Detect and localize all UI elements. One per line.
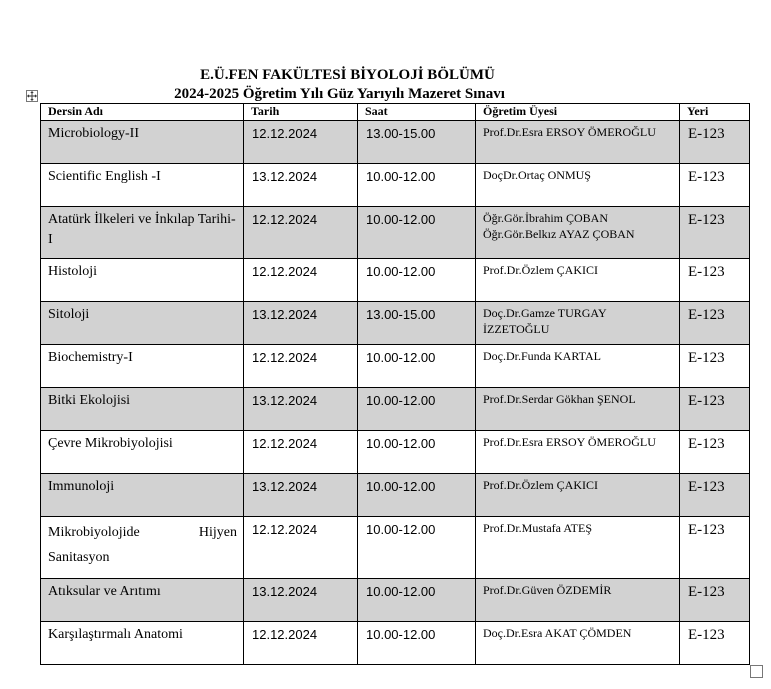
course-name-cell: Microbiology-II xyxy=(41,121,244,164)
exam-time-cell: 10.00-12.00 xyxy=(358,259,476,302)
exam-room-cell: E-123 xyxy=(680,474,750,517)
exam-date-cell: 13.12.2024 xyxy=(244,164,358,207)
table-header-row xyxy=(41,104,750,121)
exam-date-cell: 13.12.2024 xyxy=(244,302,358,345)
exam-time-cell: 10.00-12.00 xyxy=(358,579,476,622)
course-name-cell: Bitki Ekolojisi xyxy=(41,388,244,431)
course-name-cell: Sitoloji xyxy=(41,302,244,345)
exam-room-cell: E-123 xyxy=(680,121,750,164)
table-row xyxy=(41,207,750,259)
exam-date-cell: 12.12.2024 xyxy=(244,207,358,259)
instructor-name: Prof.Dr.Esra ERSOY ÖMEROĞLU xyxy=(483,435,656,449)
course-name-cell: Mikrobiyolojide Hijyen Sanitasyon xyxy=(41,517,244,579)
document-subtitle: 2024-2025 Öğretim Yılı Güz Yarıyılı Mazeret Sınavı xyxy=(174,86,505,102)
exam-room-cell: E-123 xyxy=(680,345,750,388)
exam-date-cell: 12.12.2024 xyxy=(244,622,358,665)
instructor-name: Prof.Dr.Serdar Gökhan ŞENOL xyxy=(483,392,636,406)
course-name-cell: Atatürk İlkeleri ve İnkılap Tarihi-I xyxy=(41,207,244,259)
table-row xyxy=(41,622,750,665)
instructor-cell xyxy=(476,345,680,388)
instructor-cell xyxy=(476,388,680,431)
exam-room-cell: E-123 xyxy=(680,388,750,431)
course-name-cell: Atıksular ve Arıtımı xyxy=(41,579,244,622)
exam-date-cell: 13.12.2024 xyxy=(244,579,358,622)
table-resize-handle-icon[interactable] xyxy=(750,665,763,678)
table-row xyxy=(41,388,750,431)
exam-date-cell: 12.12.2024 xyxy=(244,259,358,302)
table-row xyxy=(41,474,750,517)
course-name-cell: Scientific English -I xyxy=(41,164,244,207)
column-header-instructor: Öğretim Üyesi xyxy=(476,104,680,121)
table-row xyxy=(41,164,750,207)
column-header-course: Dersin Adı xyxy=(41,104,244,121)
instructor-name: Öğr.Gör.İbrahim ÇOBAN xyxy=(483,211,608,225)
instructor-cell xyxy=(476,164,680,207)
exam-time-cell: 10.00-12.00 xyxy=(358,622,476,665)
instructor-name: Prof.Dr.Özlem ÇAKICI xyxy=(483,263,598,277)
exam-date-cell: 12.12.2024 xyxy=(244,431,358,474)
instructor-cell xyxy=(476,622,680,665)
course-name-cell: Immunoloji xyxy=(41,474,244,517)
table-row xyxy=(41,431,750,474)
table-move-handle-icon[interactable] xyxy=(26,90,38,102)
exam-room-cell: E-123 xyxy=(680,431,750,474)
exam-room-cell: E-123 xyxy=(680,579,750,622)
column-header-date: Tarih xyxy=(244,104,358,121)
instructor-name: Prof.Dr.Özlem ÇAKICI xyxy=(483,478,598,492)
course-name-cell: Histoloji xyxy=(41,259,244,302)
table-row xyxy=(41,517,750,579)
instructor-name: İZZETOĞLU xyxy=(483,322,550,336)
exam-time-cell: 10.00-12.00 xyxy=(358,207,476,259)
instructor-name: Doç.Dr.Esra AKAT ÇÖMDEN xyxy=(483,626,632,640)
exam-date-cell: 12.12.2024 xyxy=(244,517,358,579)
instructor-cell xyxy=(476,259,680,302)
exam-room-cell: E-123 xyxy=(680,259,750,302)
instructor-name: Prof.Dr.Güven ÖZDEMİR xyxy=(483,583,612,597)
exam-room-cell: E-123 xyxy=(680,622,750,665)
instructor-name: Prof.Dr.Esra ERSOY ÖMEROĞLU xyxy=(483,125,656,139)
exam-time-cell: 13.00-15.00 xyxy=(358,302,476,345)
instructor-name: DoçDr.Ortaç ONMUŞ xyxy=(483,168,591,182)
instructor-cell xyxy=(476,121,680,164)
document-title: E.Ü.FEN FAKÜLTESİ BİYOLOJİ BÖLÜMÜ xyxy=(200,67,495,83)
exam-time-cell: 10.00-12.00 xyxy=(358,474,476,517)
table-row xyxy=(41,121,750,164)
instructor-name: Öğr.Gör.Belkız AYAZ ÇOBAN xyxy=(483,227,635,241)
exam-time-cell: 10.00-12.00 xyxy=(358,431,476,474)
exam-time-cell: 13.00-15.00 xyxy=(358,121,476,164)
course-name-cell: Çevre Mikrobiyolojisi xyxy=(41,431,244,474)
exam-time-cell: 10.00-12.00 xyxy=(358,517,476,579)
column-header-room: Yeri xyxy=(680,104,750,121)
course-name-cell: Biochemistry-I xyxy=(41,345,244,388)
table-row xyxy=(41,259,750,302)
instructor-cell xyxy=(476,431,680,474)
exam-time-cell: 10.00-12.00 xyxy=(358,164,476,207)
instructor-cell xyxy=(476,579,680,622)
instructor-name: Prof.Dr.Mustafa ATEŞ xyxy=(483,521,592,535)
table-row xyxy=(41,345,750,388)
exam-date-cell: 12.12.2024 xyxy=(244,345,358,388)
exam-date-cell: 13.12.2024 xyxy=(244,474,358,517)
instructor-name: Doç.Dr.Gamze TURGAY xyxy=(483,306,607,320)
instructor-cell xyxy=(476,302,680,345)
column-header-time: Saat xyxy=(358,104,476,121)
exam-schedule-table xyxy=(40,103,750,665)
table-row xyxy=(41,302,750,345)
instructor-name: Doç.Dr.Funda KARTAL xyxy=(483,349,601,363)
exam-room-cell: E-123 xyxy=(680,517,750,579)
exam-room-cell: E-123 xyxy=(680,164,750,207)
exam-time-cell: 10.00-12.00 xyxy=(358,388,476,431)
table-row xyxy=(41,579,750,622)
course-name-cell: Karşılaştırmalı Anatomi xyxy=(41,622,244,665)
exam-date-cell: 12.12.2024 xyxy=(244,121,358,164)
instructor-cell xyxy=(476,207,680,259)
instructor-cell xyxy=(476,474,680,517)
exam-date-cell: 13.12.2024 xyxy=(244,388,358,431)
exam-time-cell: 10.00-12.00 xyxy=(358,345,476,388)
exam-room-cell: E-123 xyxy=(680,302,750,345)
exam-room-cell: E-123 xyxy=(680,207,750,259)
instructor-cell xyxy=(476,517,680,579)
